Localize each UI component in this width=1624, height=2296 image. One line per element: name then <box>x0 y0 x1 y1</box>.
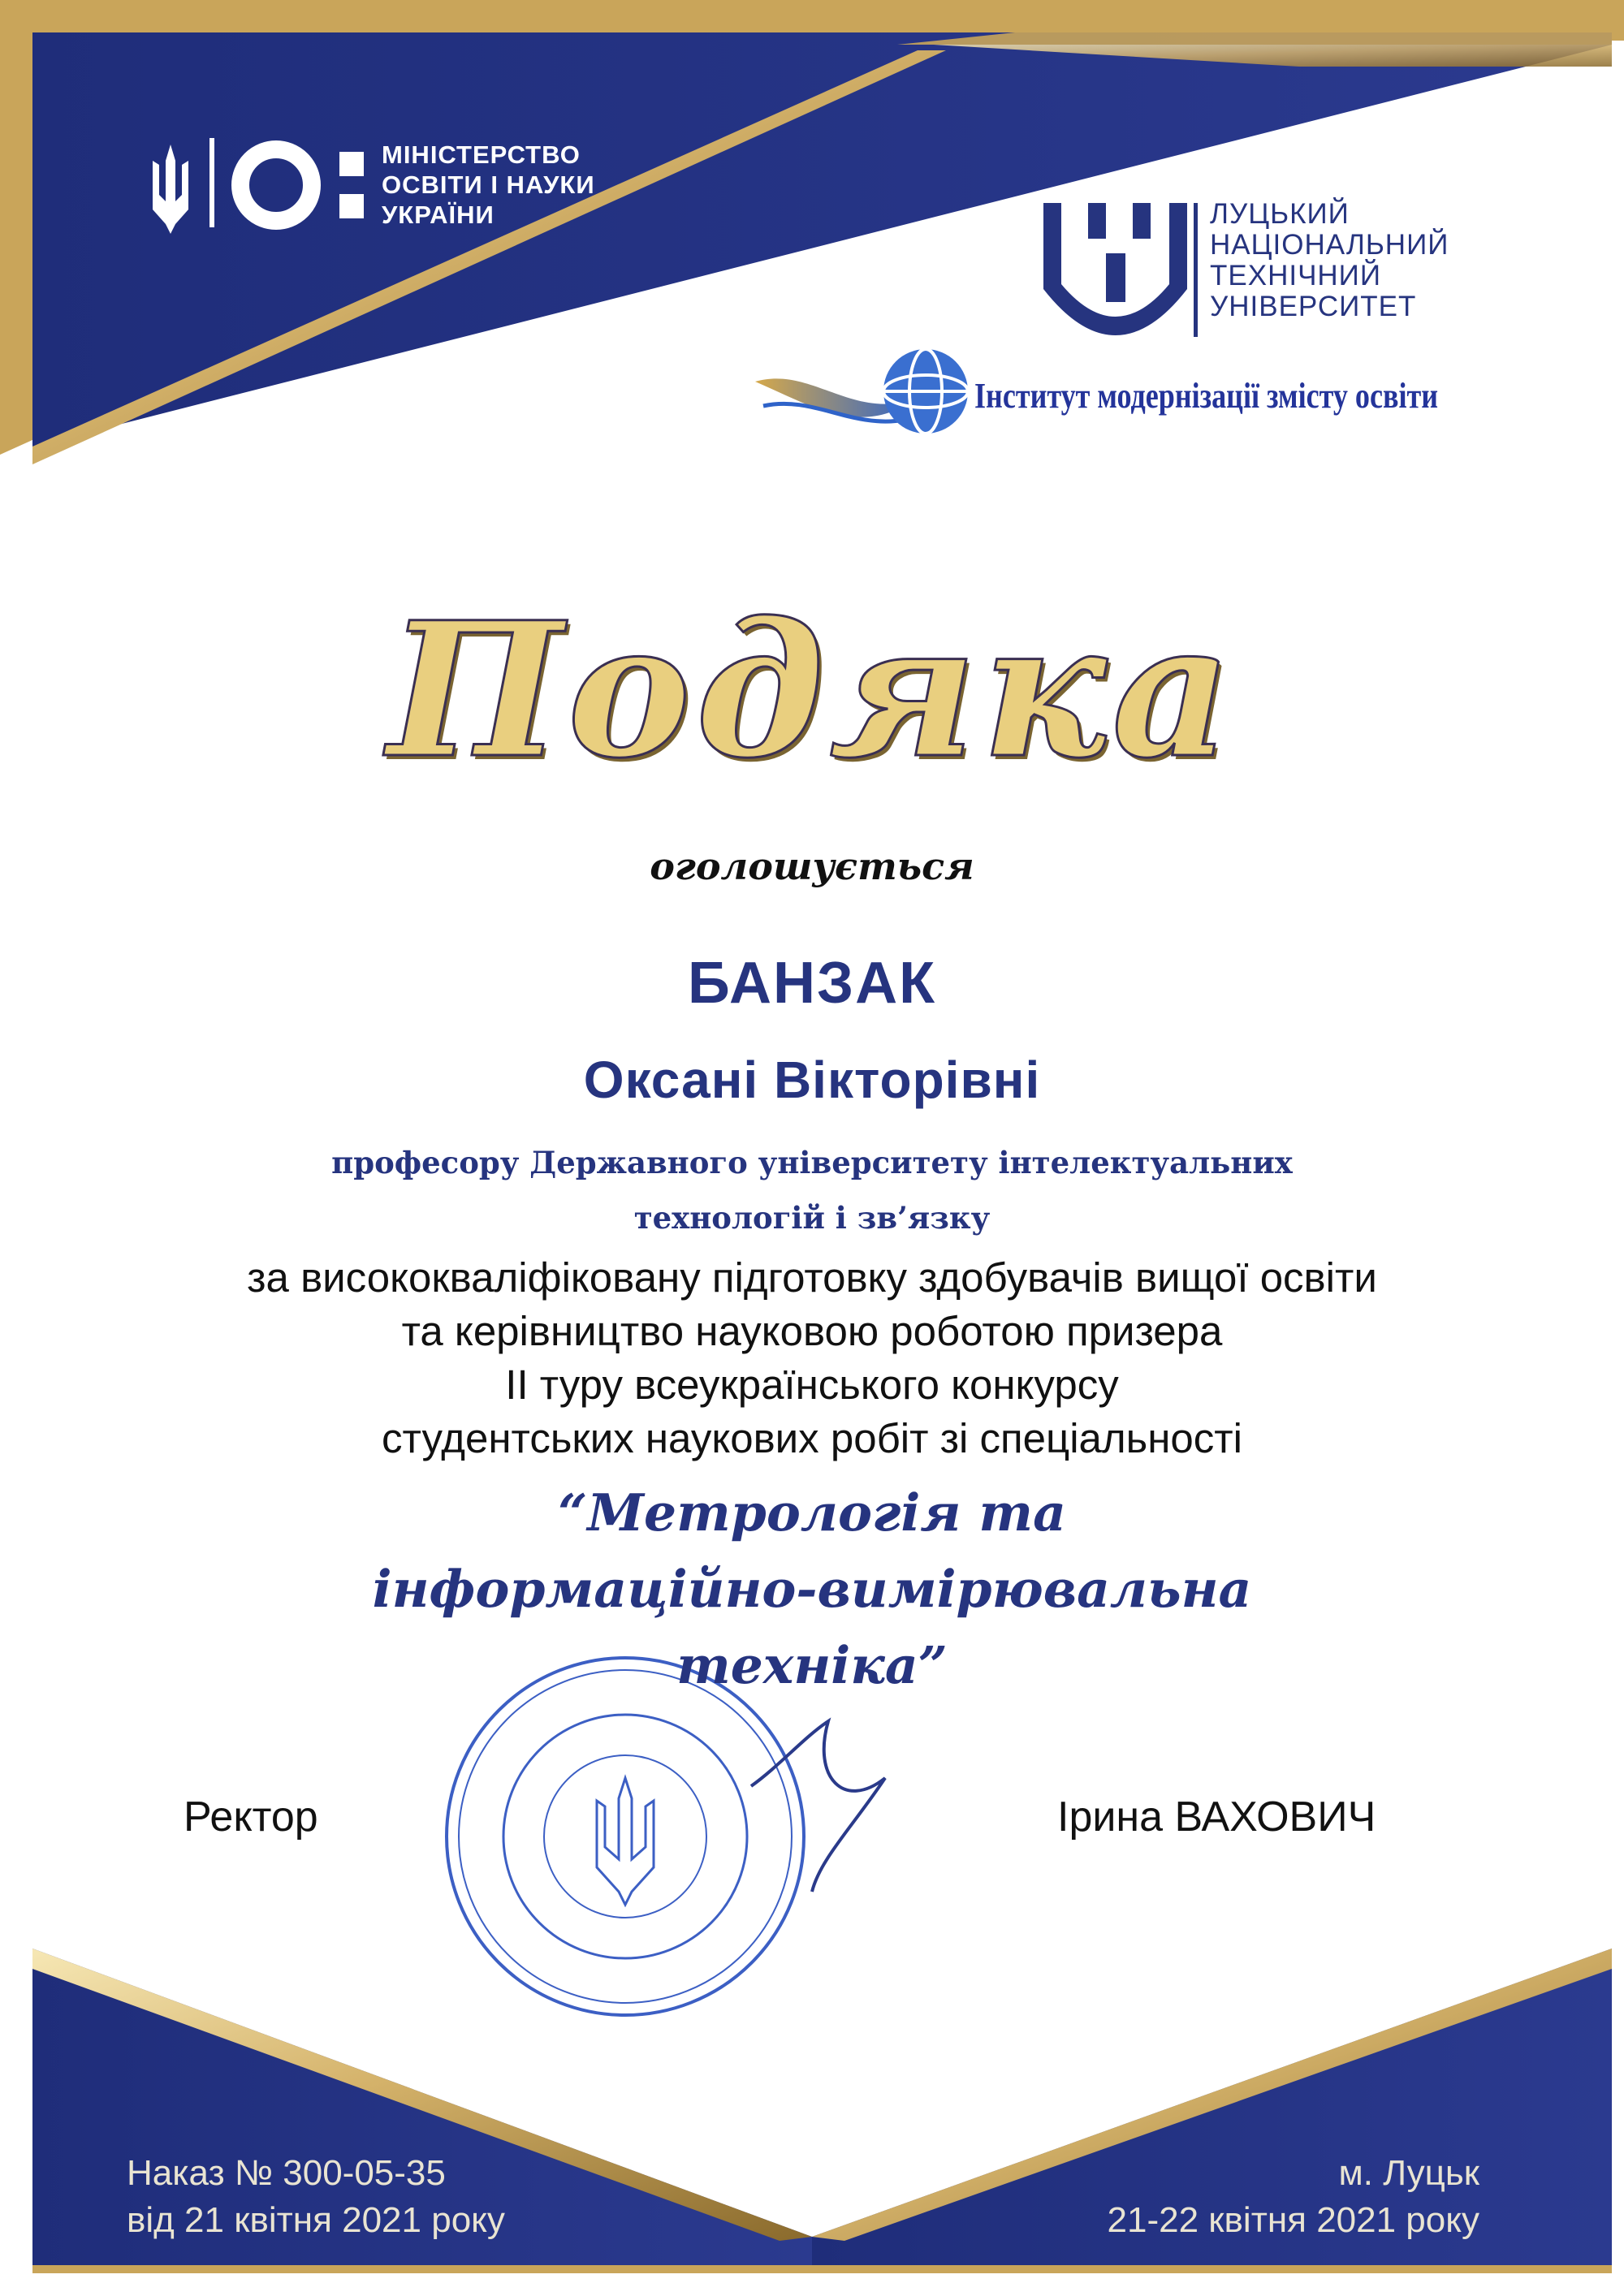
university-name-line: УНІВЕРСИТЕТ <box>1210 291 1417 322</box>
order-info <box>127 2150 505 2244</box>
ministry-name-line: МІНІСТЕРСТВО <box>382 140 581 169</box>
university-name-line: ЛУЦЬКИЙ <box>1210 198 1350 230</box>
reason-line: та керівництво науковою роботою призера <box>401 1308 1223 1354</box>
reason-line: за висококваліфіковану підготовку здобувачів вищої освіти <box>247 1254 1377 1301</box>
signature-scribble <box>751 1721 885 1892</box>
announced-text: оголошується <box>650 844 974 888</box>
specialty-line: техніка” <box>676 1635 948 1695</box>
university-name-line: НАЦІОНАЛЬНИЙ <box>1210 229 1449 261</box>
ministry-divider <box>209 138 214 227</box>
rector-label: Ректор <box>184 1793 318 1841</box>
lntu-divider <box>1194 203 1198 337</box>
university-seal <box>447 1658 885 2015</box>
university-name <box>1210 199 1449 322</box>
certificate-title: Подяка <box>387 581 1237 799</box>
recipient-position-line: технологій і зв’язку <box>633 1200 991 1236</box>
lntu-castle-logo-icon <box>1043 203 1187 335</box>
order-number: Наказ № 300-05-35 <box>127 2153 446 2193</box>
event-city: м. Луцьк <box>1338 2153 1479 2193</box>
specialty-line: інформаційно-вимірювальна <box>372 1559 1252 1619</box>
ministry-name-line: УКРАЇНИ <box>382 201 495 229</box>
globe-wave-logo-icon <box>755 349 968 434</box>
specialty-line: “Метрологія та <box>558 1482 1066 1543</box>
recipient-position-line: професору Державного університету інтелектуальних <box>331 1145 1293 1180</box>
event-info <box>1108 2150 1479 2244</box>
event-dates: 21-22 квітня 2021 року <box>1107 2200 1479 2240</box>
ministry-name <box>382 140 595 230</box>
seal-trident-icon <box>597 1778 654 1905</box>
ministry-name-line: ОСВІТИ І НАУКИ <box>382 170 595 199</box>
reason-line: ІІ туру всеукраїнського конкурсу <box>505 1362 1119 1408</box>
rector-name: Ірина ВАХОВИЧ <box>1057 1793 1376 1841</box>
recipient-surname: БАНЗАК <box>687 951 937 1016</box>
reason-line: студентських наукових робіт зі спеціальності <box>382 1415 1242 1461</box>
recipient-given-names: Оксані Вікторівні <box>583 1051 1041 1109</box>
order-date: від 21 квітня 2021 року <box>127 2200 505 2240</box>
institute-name: Інститут модернізації змісту освіти <box>974 376 1439 416</box>
university-name-line: ТЕХНІЧНИЙ <box>1210 260 1381 291</box>
